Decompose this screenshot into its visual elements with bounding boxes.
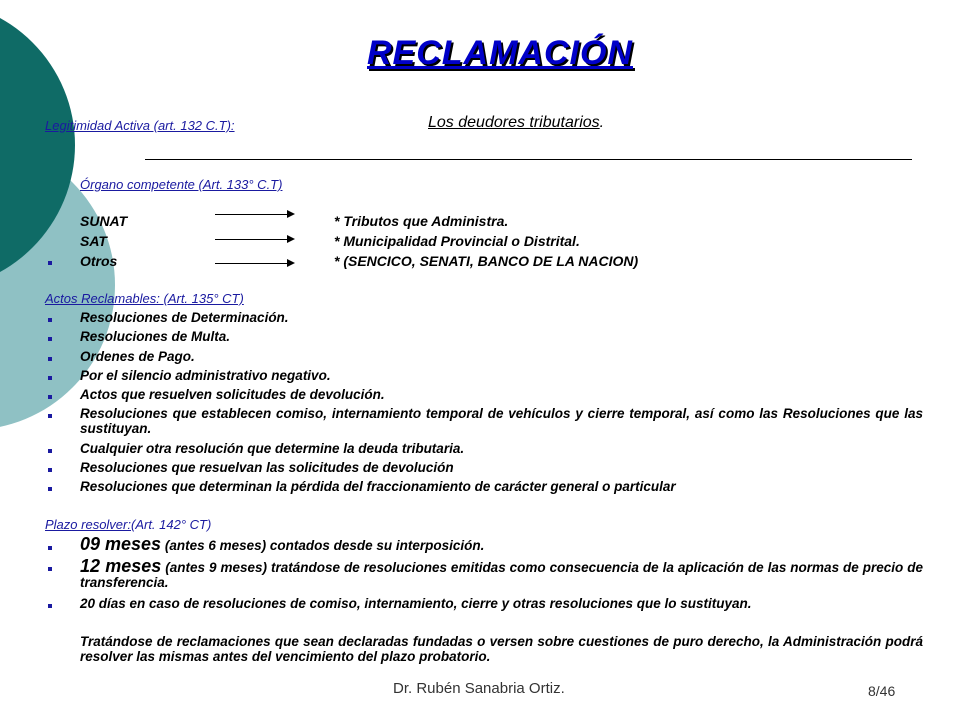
bullet-icon (48, 546, 52, 550)
bullet-icon (48, 357, 52, 361)
bullet-icon (48, 468, 52, 472)
bullet-icon (48, 261, 52, 265)
actos-item: Cualquier otra resolución que determine la deuda tributaria. (80, 441, 465, 456)
plazo-heading (45, 517, 211, 532)
plazo-item-3: 20 días en caso de resoluciones de comiso, internamiento, cierre y otras resoluciones que lo sustituyan. (80, 596, 752, 611)
organo-entity-otros: Otros (80, 253, 118, 269)
arrow-right-icon (215, 239, 287, 240)
actos-heading: Actos Reclamables: (Art. 135° CT) (45, 291, 244, 306)
legitimidad-value (428, 114, 604, 132)
bullet-icon (48, 337, 52, 341)
organo-heading: Órgano competente (Art. 133° C.T) (80, 177, 283, 192)
plazo-item-2-duration: 12 meses (80, 556, 162, 576)
bullet-icon (48, 449, 52, 453)
plazo-item-1 (80, 534, 923, 554)
bullet-icon (48, 487, 52, 491)
actos-item: Resoluciones de Multa. (80, 329, 231, 344)
actos-item: Actos que resuelven solicitudes de devolución. (80, 387, 385, 402)
footer-author: Dr. Rubén Sanabria Ortiz. (393, 680, 565, 697)
actos-item: Resoluciones de Determinación. (80, 310, 289, 325)
organo-entity-sunat: SUNAT (80, 213, 128, 229)
plazo-note: Tratándose de reclamaciones que sean declaradas fundadas o versen sobre cuestiones de puro derecho, la Administración podrá resolver las mismas antes del vencimiento del plazo probatorio. (80, 634, 923, 664)
bullet-icon (48, 395, 52, 399)
bullet-icon (48, 376, 52, 380)
legitimidad-period: . (599, 114, 605, 131)
actos-item: Por el silencio administrativo negativo. (80, 368, 331, 383)
plazo-item-1-duration: 09 meses (80, 534, 162, 554)
plazo-item-1-text: (antes 6 meses) contados desde su interposición. (161, 538, 485, 553)
slide-title: RECLAMACIÓN (367, 34, 633, 72)
plazo-item-2 (80, 556, 923, 590)
organo-desc-sat: * Municipalidad Provincial o Distrital. (334, 233, 580, 249)
bullet-icon (48, 604, 52, 608)
organo-entity-sat: SAT (80, 233, 107, 249)
actos-item: Ordenes de Pago. (80, 349, 195, 364)
arrow-right-icon (215, 263, 287, 264)
legitimidad-heading: Legitimidad Activa (art. 132 C.T): (45, 118, 235, 133)
bullet-icon (48, 414, 52, 418)
plazo-item-2-text: (antes 9 meses) tratándose de resoluciones emitidas como consecuencia de la aplicación de las normas de precio de transferencia. (80, 560, 923, 590)
plazo-heading-ref: (Art. 142° CT) (130, 517, 212, 532)
organo-desc-otros: * (SENCICO, SENATI, BANCO DE LA NACION) (334, 253, 639, 269)
legitimidad-value-text: Los deudores tributarios (428, 114, 600, 131)
arrow-right-icon (215, 214, 287, 215)
plazo-heading-label: Plazo resolver: (45, 517, 131, 532)
page-number: 8/46 (868, 683, 896, 699)
actos-item: Resoluciones que resuelvan las solicitudes de devolución (80, 460, 454, 475)
actos-item: Resoluciones que establecen comiso, internamiento temporal de vehículos y cierre temporal, así como las Resoluciones que las sustituyan. (80, 406, 923, 436)
bullet-icon (48, 567, 52, 571)
bullet-icon (48, 318, 52, 322)
actos-item: Resoluciones que determinan la pérdida del fraccionamiento de carácter general o particular (80, 479, 676, 494)
divider-line (145, 159, 912, 160)
organo-desc-sunat: * Tributos que Administra. (334, 213, 509, 229)
